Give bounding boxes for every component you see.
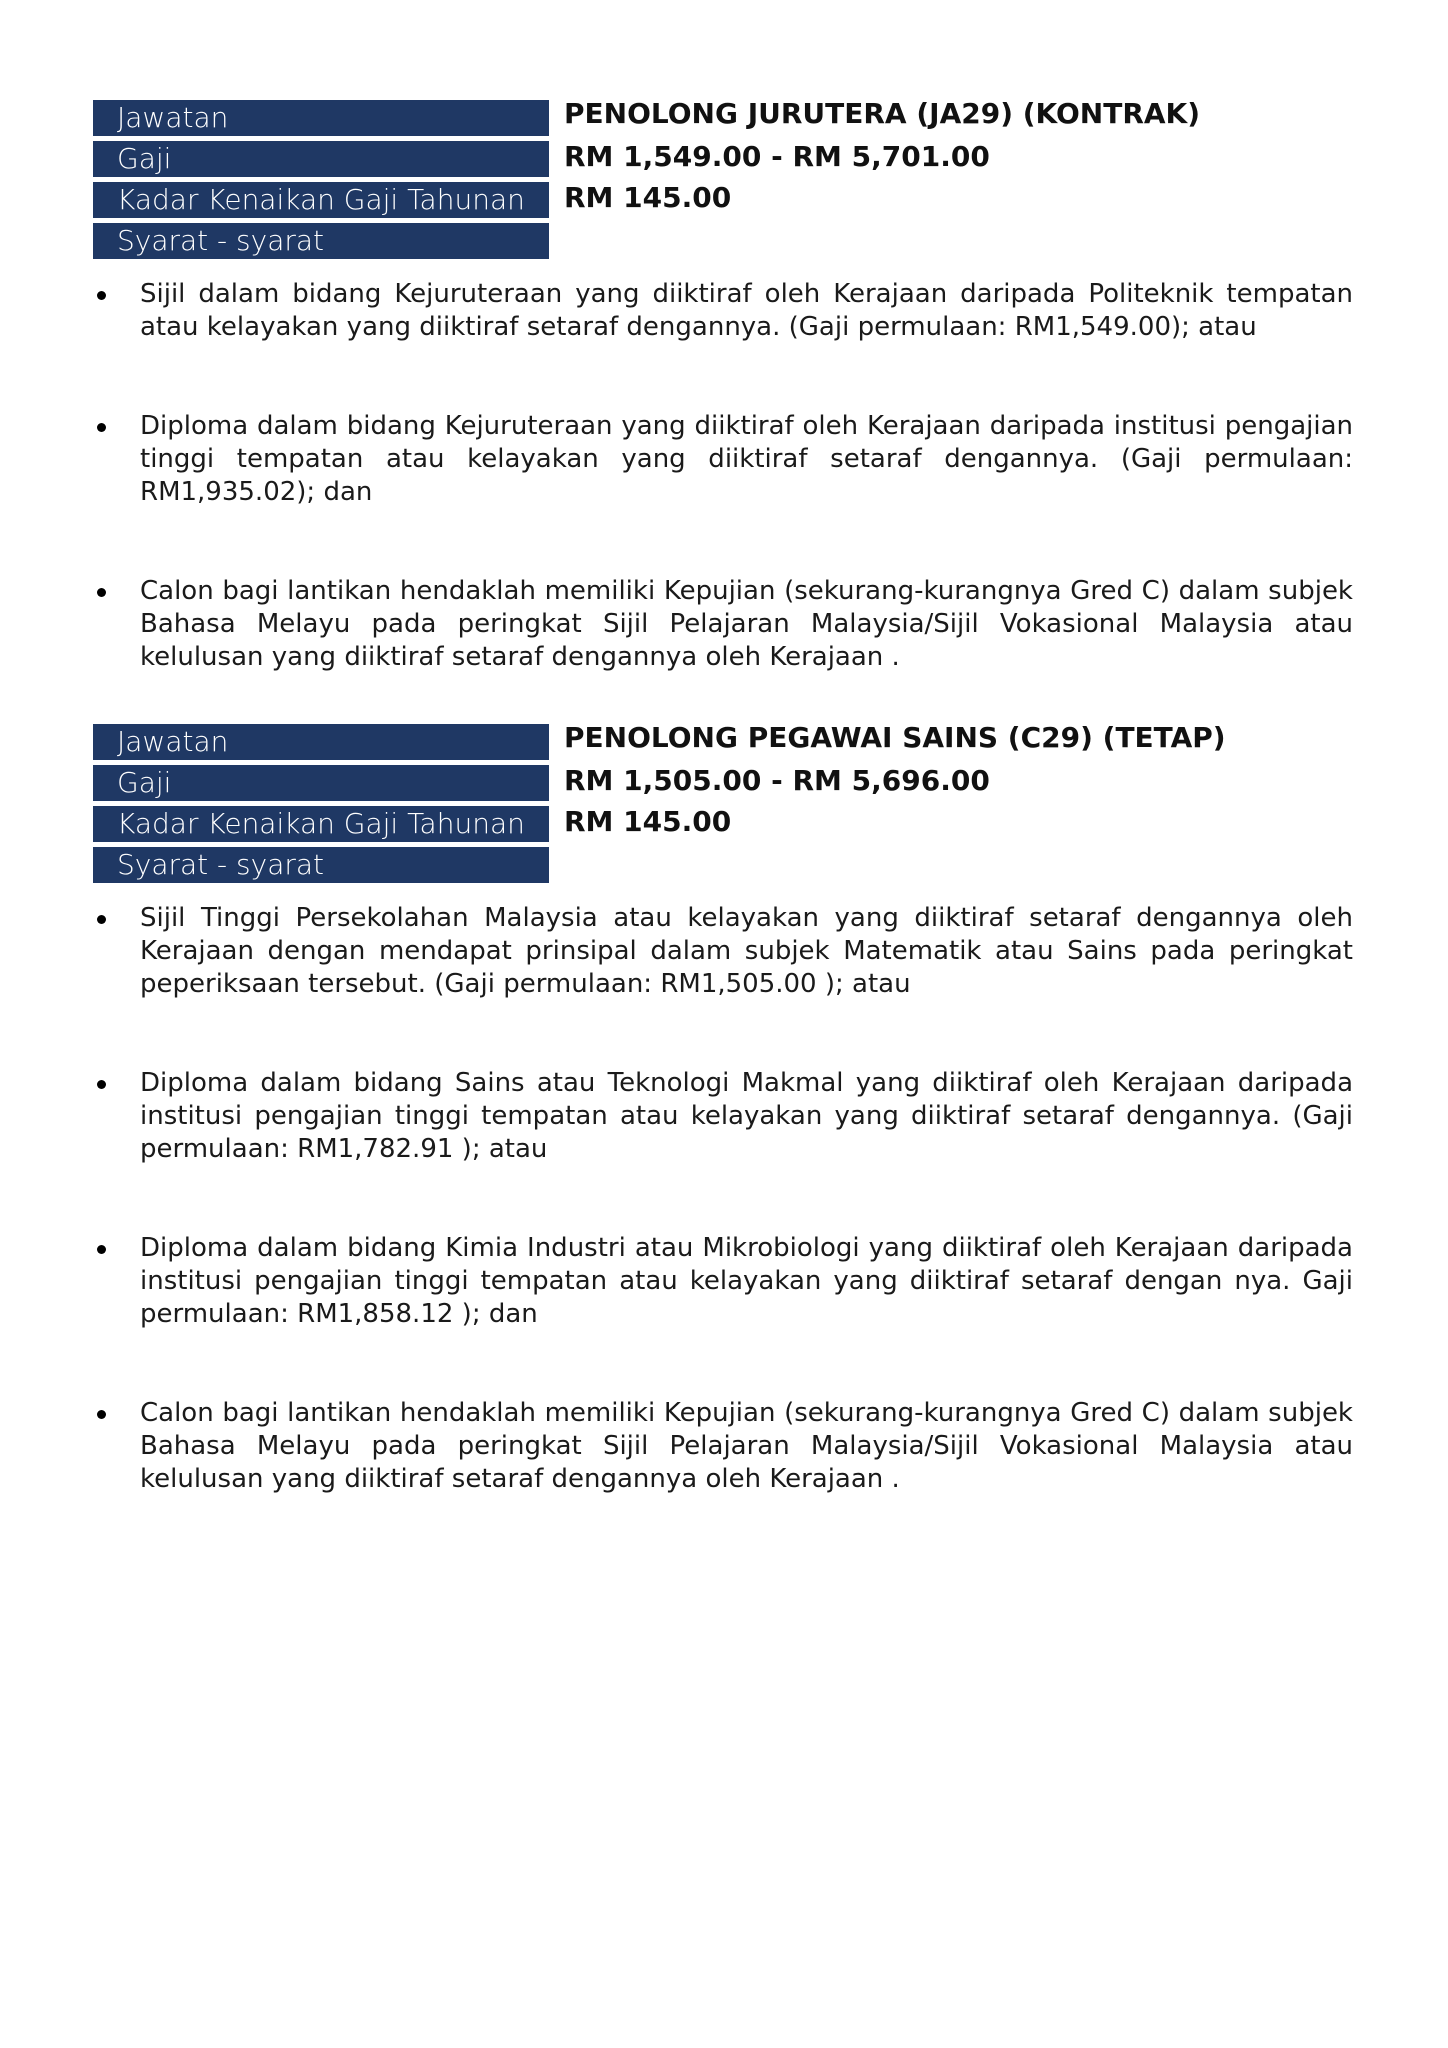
label-kadar-kenaikan: Kadar Kenaikan Gaji Tahunan [93, 182, 549, 218]
requirement-text: Diploma dalam bidang Sains atau Teknologi Makmal yang diiktiraf oleh Kerajaan daripada institusi pengajian tinggi tempatan atau kelayakan yang diiktiraf setaraf dengannya. (Gaji permulaan: RM1,782.91 ); atau [140, 1068, 1353, 1164]
requirement-text: Sijil dalam bidang Kejuruteraan yang diiktiraf oleh Kerajaan daripada Politeknik tempatan atau kelayakan yang diiktiraf setaraf dengannya. (Gaji permulaan: RM1,549.00); atau [140, 279, 1353, 342]
value-gaji: RM 1,549.00 - RM 5,701.00 [564, 140, 990, 173]
requirements-list [93, 902, 1353, 1496]
bullet-icon [97, 1245, 106, 1254]
requirement-text: Diploma dalam bidang Kimia Industri atau Mikrobiologi yang diiktiraf oleh Kerajaan daripada institusi pengajian tinggi tempatan atau kelayakan yang diiktiraf setaraf dengan nya. Gaji permulaan: RM1,858.12 ); dan [140, 1233, 1353, 1329]
list-item [93, 1067, 1353, 1166]
bullet-icon [97, 588, 106, 597]
job-section-2 [93, 720, 1353, 1496]
label-kadar-kenaikan: Kadar Kenaikan Gaji Tahunan [93, 806, 549, 842]
requirement-text: Sijil Tinggi Persekolahan Malaysia atau kelayakan yang diiktiraf setaraf dengannya oleh Kerajaan dengan mendapat prinsipal dalam subjek Matematik atau Sains pada peringkat peperiksaan tersebut. (Gaji permulaan: RM1,505.00 ); atau [140, 903, 1353, 999]
job-section-1 [93, 96, 1353, 674]
label-gaji: Gaji [93, 765, 549, 801]
value-kadar-kenaikan: RM 145.00 [564, 805, 732, 838]
bullet-icon [97, 423, 106, 432]
value-jawatan: PENOLONG PEGAWAI SAINS (C29) (TETAP) [564, 721, 1226, 754]
value-jawatan: PENOLONG JURUTERA (JA29) (KONTRAK) [564, 97, 1201, 130]
requirement-text: Calon bagi lantikan hendaklah memiliki Kepujian (sekurang-kurangnya Gred C) dalam subjek Bahasa Melayu pada peringkat Sijil Pelajaran Malaysia/Sijil Vokasional Malaysia atau kelulusan yang diiktiraf setaraf dengannya oleh Kerajaan . [140, 576, 1353, 672]
list-item [93, 902, 1353, 1001]
value-gaji: RM 1,505.00 - RM 5,696.00 [564, 764, 990, 797]
list-item [93, 575, 1353, 674]
list-item [93, 410, 1353, 509]
list-item [93, 278, 1353, 344]
requirement-text: Calon bagi lantikan hendaklah memiliki Kepujian (sekurang-kurangnya Gred C) dalam subjek Bahasa Melayu pada peringkat Sijil Pelajaran Malaysia/Sijil Vokasional Malaysia atau kelulusan yang diiktiraf setaraf dengannya oleh Kerajaan . [140, 1398, 1353, 1494]
label-jawatan: Jawatan [93, 100, 549, 136]
label-jawatan: Jawatan [93, 724, 549, 760]
requirements-list [93, 278, 1353, 674]
job-info-table [93, 720, 1353, 880]
bullet-icon [97, 915, 106, 924]
label-syarat: Syarat - syarat [93, 847, 549, 883]
bullet-icon [97, 291, 106, 300]
bullet-icon [97, 1080, 106, 1089]
list-item [93, 1232, 1353, 1331]
requirement-text: Diploma dalam bidang Kejuruteraan yang diiktiraf oleh Kerajaan daripada institusi pengajian tinggi tempatan atau kelayakan yang diiktiraf setaraf dengannya. (Gaji permulaan: RM1,935.02); dan [140, 411, 1353, 507]
label-syarat: Syarat - syarat [93, 223, 549, 259]
value-kadar-kenaikan: RM 145.00 [564, 181, 732, 214]
label-gaji: Gaji [93, 141, 549, 177]
bullet-icon [97, 1410, 106, 1419]
job-info-table [93, 96, 1353, 256]
list-item [93, 1397, 1353, 1496]
